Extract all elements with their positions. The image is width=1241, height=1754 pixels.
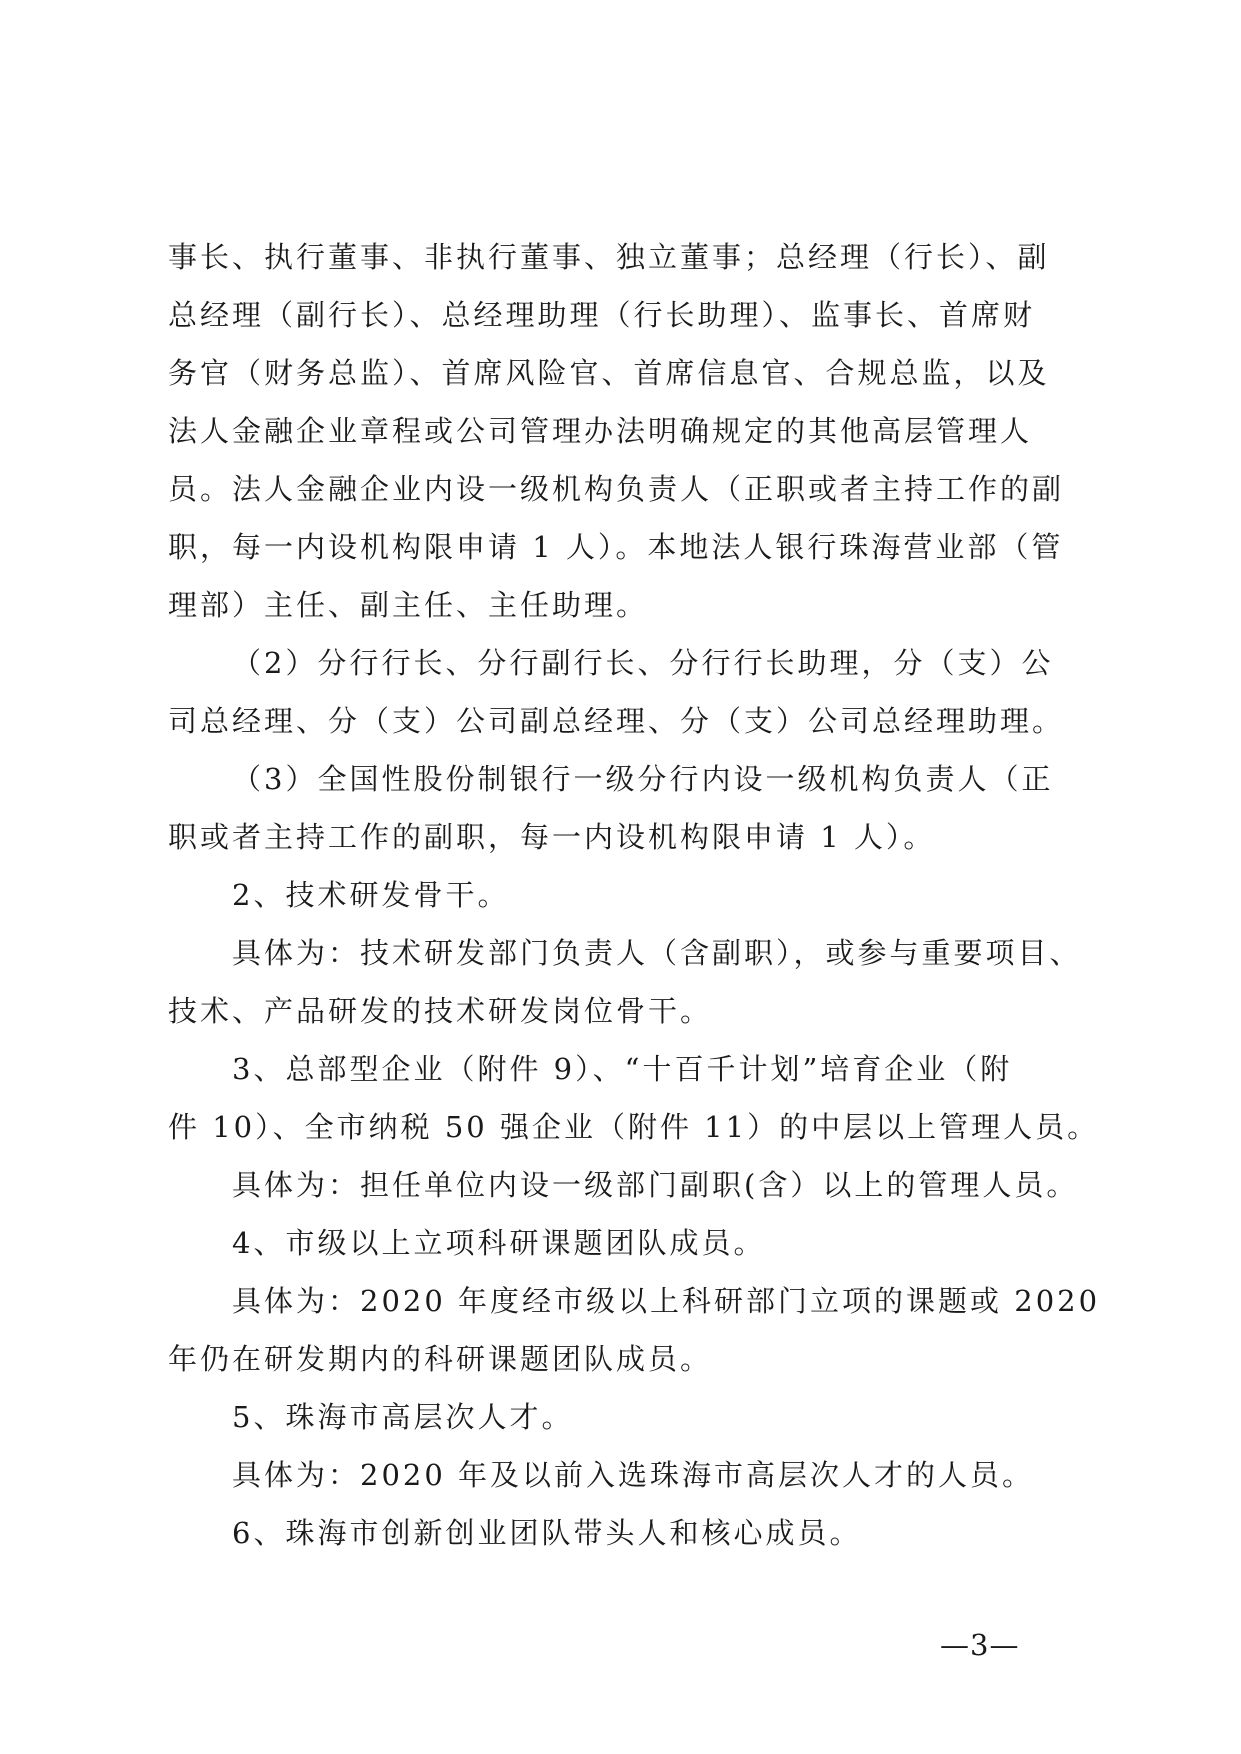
text-line: 法人金融企业章程或公司管理办法明确规定的其他高层管理人	[168, 414, 1033, 448]
text-line: 具体为：担任单位内设一级部门副职(含）以上的管理人员。	[232, 1168, 1079, 1202]
text-line: 具体为：技术研发部门负责人（含副职），或参与重要项目、	[232, 936, 1082, 970]
text-line: 5、珠海市高层次人才。	[232, 1400, 574, 1434]
text-line: 具体为：2020 年度经市级以上科研部门立项的课题或 2020	[232, 1284, 1101, 1318]
text-line: 员。法人金融企业内设一级机构负责人（正职或者主持工作的副	[168, 472, 1065, 506]
text-line: 6、珠海市创新创业团队带头人和核心成员。	[232, 1516, 862, 1550]
text-line: 务官（财务总监）、首席风险官、首席信息官、合规总监，以及	[168, 356, 1050, 390]
text-line: 司总经理、分（支）公司副总经理、分（支）公司总经理助理。	[168, 704, 1065, 738]
text-line: 具体为：2020 年及以前入选珠海市高层次人才的人员。	[232, 1458, 1035, 1492]
text-line: 职或者主持工作的副职，每一内设机构限申请 1 人）。	[168, 820, 936, 854]
document-body	[168, 228, 1101, 1562]
text-line: 理部）主任、副主任、主任助理。	[168, 588, 649, 622]
text-line: 2、技术研发骨干。	[232, 878, 510, 912]
text-line: 年仍在研发期内的科研课题团队成员。	[168, 1342, 713, 1376]
text-line: 4、市级以上立项科研课题团队成员。	[232, 1226, 766, 1260]
text-line: 职，每一内设机构限申请 1 人）。本地法人银行珠海营业部（管	[168, 530, 1064, 564]
text-line: 技术、产品研发的技术研发岗位骨干。	[168, 994, 713, 1028]
page-number: —3—	[940, 1628, 1020, 1662]
body-text	[168, 228, 1101, 1562]
text-line: 件 10）、全市纳税 50 强企业（附件 11）的中层以上管理人员。	[168, 1110, 1100, 1144]
text-line: （3）全国性股份制银行一级分行内设一级机构负责人（正	[232, 762, 1054, 796]
text-line: （2）分行行长、分行副行长、分行行长助理，分（支）公	[232, 646, 1054, 680]
text-line: 事长、执行董事、非执行董事、独立董事；总经理（行长）、副	[168, 240, 1050, 274]
text-line: 总经理（副行长）、总经理助理（行长助理）、监事长、首席财	[168, 298, 1036, 332]
text-line: 3、总部型企业（附件 9）、“十百千计划”培育企业（附	[232, 1052, 1013, 1086]
